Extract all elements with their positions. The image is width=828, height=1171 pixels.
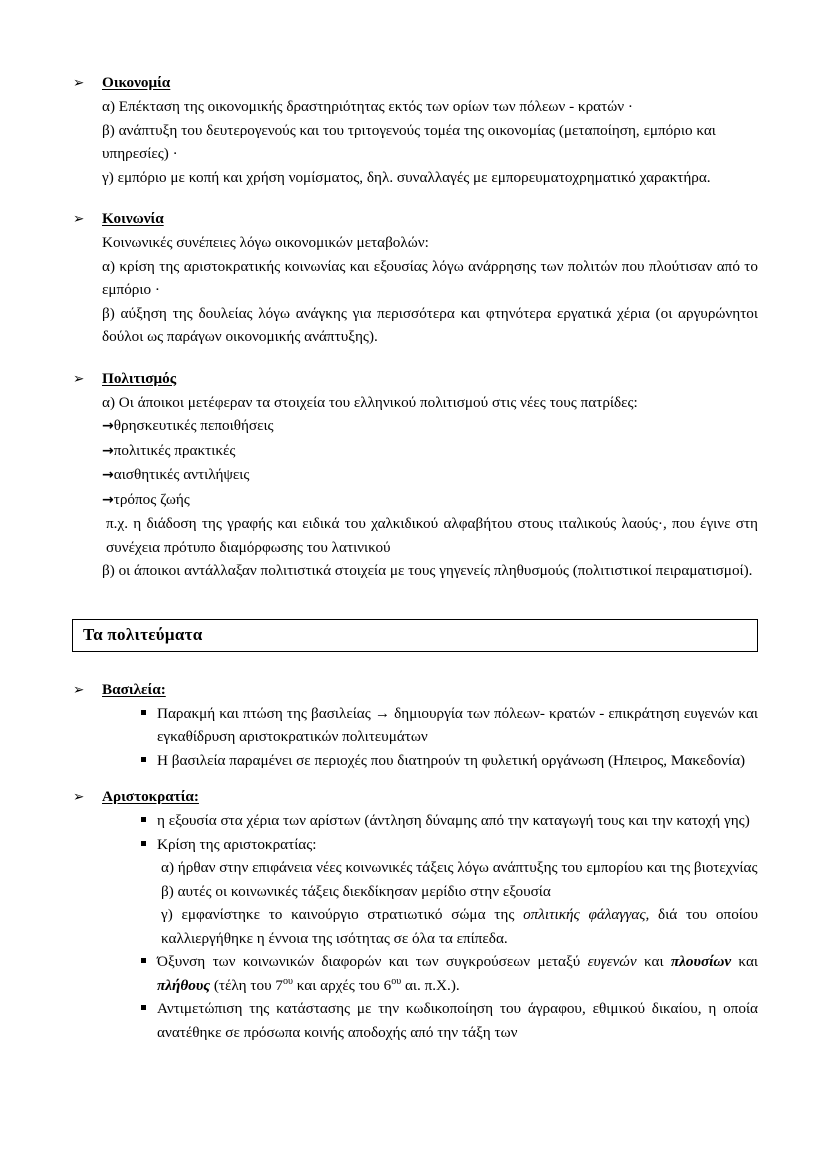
right-arrow-icon: → (102, 442, 114, 459)
list-item (157, 702, 758, 749)
paragraph: β) οι άποικοι αντάλλαξαν πολιτιστικά στοιχεία με τους γηγενείς πληθυσμούς (πολιτιστικοί πειραματισμοί). (102, 562, 753, 579)
square-bullet-icon (141, 958, 146, 963)
section-heading-aristocracy (72, 786, 758, 808)
paragraph: β) ανάπτυξη του δευτερογενούς και του τριτογενούς τομέα της οικονομίας (μεταποίηση, εμπόριο και υπηρεσίες) · (102, 121, 716, 162)
section-heading-society (72, 208, 758, 230)
arrow-item-label: πολιτικές πρακτικές (113, 441, 236, 459)
section-aristocracy (72, 786, 758, 1044)
section-heading-culture (72, 368, 758, 390)
b3-post: (τέλη του 7 (210, 976, 283, 994)
list-item-label: Κρίση της αριστοκρατίας: (157, 835, 317, 853)
section-heading-label: Βασιλεία: (102, 680, 166, 698)
b3-bolditalic-rich: πλουσίων (670, 953, 732, 970)
sub-paragraph: β) αυτές οι κοινωνικές τάξεις διεκδίκησαν μερίδιο στην εξουσία (161, 882, 551, 900)
b3-sup-1: ου (282, 975, 293, 987)
section-heading-label: Οικονομία (102, 74, 171, 91)
list-item-label: η εξουσία στα χέρια των αρίστων (άντληση δύναμης από την καταγωγή τους και την κατοχή γης) (157, 812, 750, 829)
section-box-title: Τα πολιτεύματα (72, 619, 758, 652)
section-heading-label: Κοινωνία (102, 210, 164, 227)
section-body-culture (72, 391, 758, 583)
paragraph: α) Επέκταση της οικονομικής δραστηριότητας εκτός των ορίων των πόλεων - κρατών · (102, 98, 633, 115)
arrow-item (102, 488, 758, 513)
arrow-item-label: αισθητικές αντιλήψεις (113, 466, 250, 483)
section-culture (72, 368, 758, 583)
b3-mid-2: και (731, 953, 758, 970)
arrow-bullet-icon: ➢ (73, 211, 85, 227)
arrow-item-label: θρησκευτικές πεποιθήσεις (113, 417, 274, 434)
sub-paragraph-gamma (157, 903, 758, 950)
square-bullet-icon (141, 1005, 146, 1010)
arrow-item (102, 439, 758, 464)
section-monarchy (72, 679, 758, 773)
square-bullet-icon (141, 841, 146, 846)
b3-post-3: αι. π.Χ.). (401, 976, 460, 994)
b3-sup-2: ου (391, 975, 402, 987)
arrow-item-label: τρόπος ζωής (113, 490, 190, 508)
section-body-economy (72, 95, 758, 189)
sub-paragraph: α) ήρθαν στην επιφάνεια νέες κοινωνικές τάξεις λόγω ανάπτυξης του εμπορίου και της βιοτεχνίας (161, 859, 758, 876)
paragraph: β) αύξηση της δουλείας λόγω ανάγκης για περισσότερα και φτηνότερα εργατικά χέρια (οι αργυρώνητοι δούλοι ως παράγων οικονομικής ανάπτυξης). (102, 304, 758, 345)
section-heading-monarchy (72, 679, 758, 701)
arrow-item (102, 414, 758, 439)
paragraph: α) κρίση της αριστοκρατικής κοινωνίας και εξουσίας λόγω ανάρρησης των πολιτών που πλούτισαν από το εμπόριο · (102, 257, 758, 298)
b3-post-2: και αρχές του 6 (292, 976, 392, 994)
list-item-label: Παρακμή και πτώση της βασιλείας → δημιουργία των πόλεων- κρατών - επικράτηση ευγενών και εγκαθίδρυση αριστοκρατικών πολιτευμάτων (157, 704, 758, 745)
monarchy-bullet-list (72, 702, 758, 773)
section-economy (72, 72, 758, 189)
gamma-post: διά του οποίου καλλιεργήθηκε η έννοια της ισότητας σε όλα τα επίπεδα. (161, 906, 758, 947)
section-body-society (72, 231, 758, 349)
list-item-label (157, 953, 758, 994)
square-bullet-icon (141, 817, 146, 822)
arrow-bullet-icon: ➢ (73, 75, 85, 91)
arrow-bullet-icon: ➢ (73, 370, 85, 387)
page-content (72, 72, 758, 1044)
paragraph-intro: Κοινωνικές συνέπειες λόγω οικονομικών μεταβολών: (102, 234, 429, 251)
list-item-label: Η βασιλεία παραμένει σε περιοχές που διατηρούν τη φυλετική οργάνωση (Ηπειρος, Μακεδονία) (157, 751, 746, 769)
list-item-label: Αντιμετώπιση της κατάστασης με την κωδικοποίηση του άγραφου, εθιμικού δικαίου, η οποία ανατέθηκε σε πρόσωπα κοινής αποδοχής από την τάξη των (157, 1000, 758, 1041)
list-item (157, 749, 758, 773)
section-society (72, 208, 758, 349)
list-item (157, 950, 758, 997)
right-arrow-icon: → (102, 467, 114, 483)
b3-italic-nobles: ευγενών (587, 953, 637, 970)
arrow-item (102, 463, 758, 488)
section-heading-label: Πολιτισμός (102, 369, 177, 387)
b3-bolditalic-masses: πλήθους (157, 976, 211, 994)
gamma-italic: οπλιτικής φάλαγγας, (523, 906, 650, 923)
list-item (157, 809, 758, 833)
section-heading-economy (72, 72, 758, 94)
right-arrow-icon: → (102, 491, 114, 508)
b3-pre: Όξυνση των κοινωνικών διαφορών και των συγκρούσεων μεταξύ (157, 953, 588, 970)
gamma-pre: γ) εμφανίστηκε το καινούργιο στρατιωτικό σώμα της (161, 906, 524, 923)
arrow-bullet-icon: ➢ (73, 681, 85, 698)
paragraph: α) Οι άποικοι μετέφεραν τα στοιχεία του ελληνικού πολιτισμού στις νέες τους πατρίδες: (102, 393, 638, 411)
square-bullet-icon (141, 757, 146, 762)
paragraph: γ) εμπόριο με κοπή και χρήση νομίσματος, δηλ. συναλλαγές με εμπορευματοχρηματικό χαρακτήρα. (102, 168, 711, 186)
list-item (157, 833, 758, 951)
paragraph: π.χ. η διάδοση της γραφής και ειδικά του χαλκιδικού αλφαβήτου στους ιταλικούς λαούς·, που έγινε στη συνέχεια πρότυπο διαμόρφωσης του λατινικού (106, 515, 758, 556)
list-item (157, 997, 758, 1044)
square-bullet-icon (141, 710, 146, 715)
right-arrow-icon: → (102, 418, 114, 434)
b3-mid-1: και (636, 953, 671, 970)
arrow-bullet-icon: ➢ (73, 789, 85, 805)
section-heading-label: Αριστοκρατία: (102, 788, 199, 805)
aristocracy-bullet-list (72, 809, 758, 1044)
